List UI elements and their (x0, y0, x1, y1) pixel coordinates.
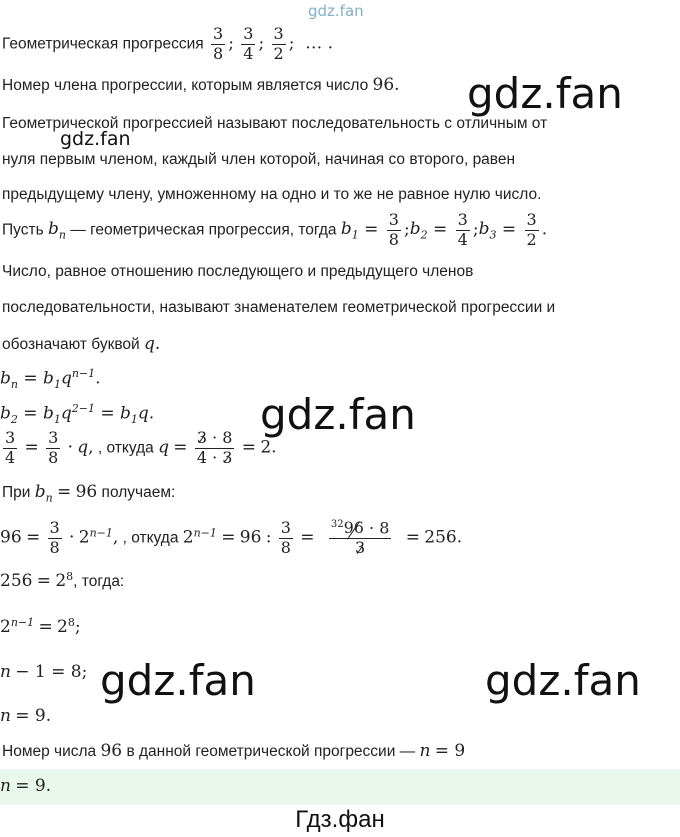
watermark-2: gdz.fan (60, 128, 131, 150)
footer-site-name: Гдз.фан (295, 806, 385, 833)
watermark-3: gdz.fan (260, 390, 416, 439)
line-let-bn: Пусть $b_n$ — геометрическая прогрессия, тогда $b_1$ = $\frac{3}{8}$ $;b_2$ = $\frac{3}{4}$ $;b_3$ = $\frac{3}{2}$ . (2, 210, 548, 249)
watermark-4: gdz.fan (100, 656, 256, 705)
definition-line-2: нуля первым членом, каждый член которой, начиная со второго, равен (2, 151, 516, 168)
watermark-5: gdz.fan (485, 656, 641, 705)
number-96: 96 (372, 75, 395, 95)
formula-96: 96 = $\frac{3}{8}$ · $2^{n-1}$, , откуда $2^{n-1} = 96$ : $\frac{3}{8}$ = $\frac{^{32}96 \cdot 8}{3}$ = 256. (0, 518, 463, 558)
definition-line-1: Геометрической прогрессией называют последовательность с отличным от (2, 115, 548, 132)
ratio-text-1: Число, равное отношению последующего и предыдущего членов (2, 263, 474, 280)
watermark-1: gdz.fan (467, 69, 623, 118)
formula-power: $2^{n-1} = 2^8$; (0, 616, 81, 638)
formula-q: $\frac{3}{4}$ = $\frac{3}{8}$ · q, , откуда q = $\frac{3 \cdot 8}{4 \cdot 3}$ = 2. (5, 428, 277, 467)
fraction-3-8: $\frac{3}{8}$ (213, 24, 224, 63)
fraction-3-2: $\frac{3}{2}$ (273, 24, 284, 63)
formula-256: $256 = 2^8$, тогда: (0, 570, 125, 592)
ratio-text-2: последовательности, называют знаменателем геометрической прогрессии и (2, 299, 556, 316)
watermark-top: gdz.fan (308, 2, 364, 20)
fraction-3-4: $\frac{3}{4}$ (243, 24, 254, 63)
label-progression: Геометрическая прогрессия (2, 35, 204, 53)
formula-n-9: n = 9. (0, 706, 52, 726)
formula-n-minus-1: n − 1 = 8; (0, 662, 88, 682)
answer-value: n = 9. (0, 776, 52, 796)
formula-bn: $b_n = b_1q^{n-1}$. (0, 367, 101, 392)
line-member-number: Номер члена прогрессии, которым является число 96. (2, 75, 400, 95)
definition-line-3: предыдущему члену, умноженному на одно и то же не равное нулю число. (2, 186, 542, 203)
line-conclusion: Номер числа 96 в данной геометрической прогрессии — n = 9 (2, 741, 466, 761)
ratio-text-3: обозначают буквой q. (2, 334, 161, 354)
line-when-bn-96: При $b_n = 96$ получаем: (2, 482, 176, 505)
label-member-number: Номер члена прогрессии, которым является число (2, 77, 369, 94)
formula-b2: $b_2 = b_1q^{2-1} = b_1q$. (0, 402, 155, 427)
line-progression: Геометрическая прогрессия $\frac{3}{8}$ ; $\frac{3}{4}$ ; $\frac{3}{2}$ ; … . (2, 24, 334, 63)
answer-box (0, 769, 680, 805)
